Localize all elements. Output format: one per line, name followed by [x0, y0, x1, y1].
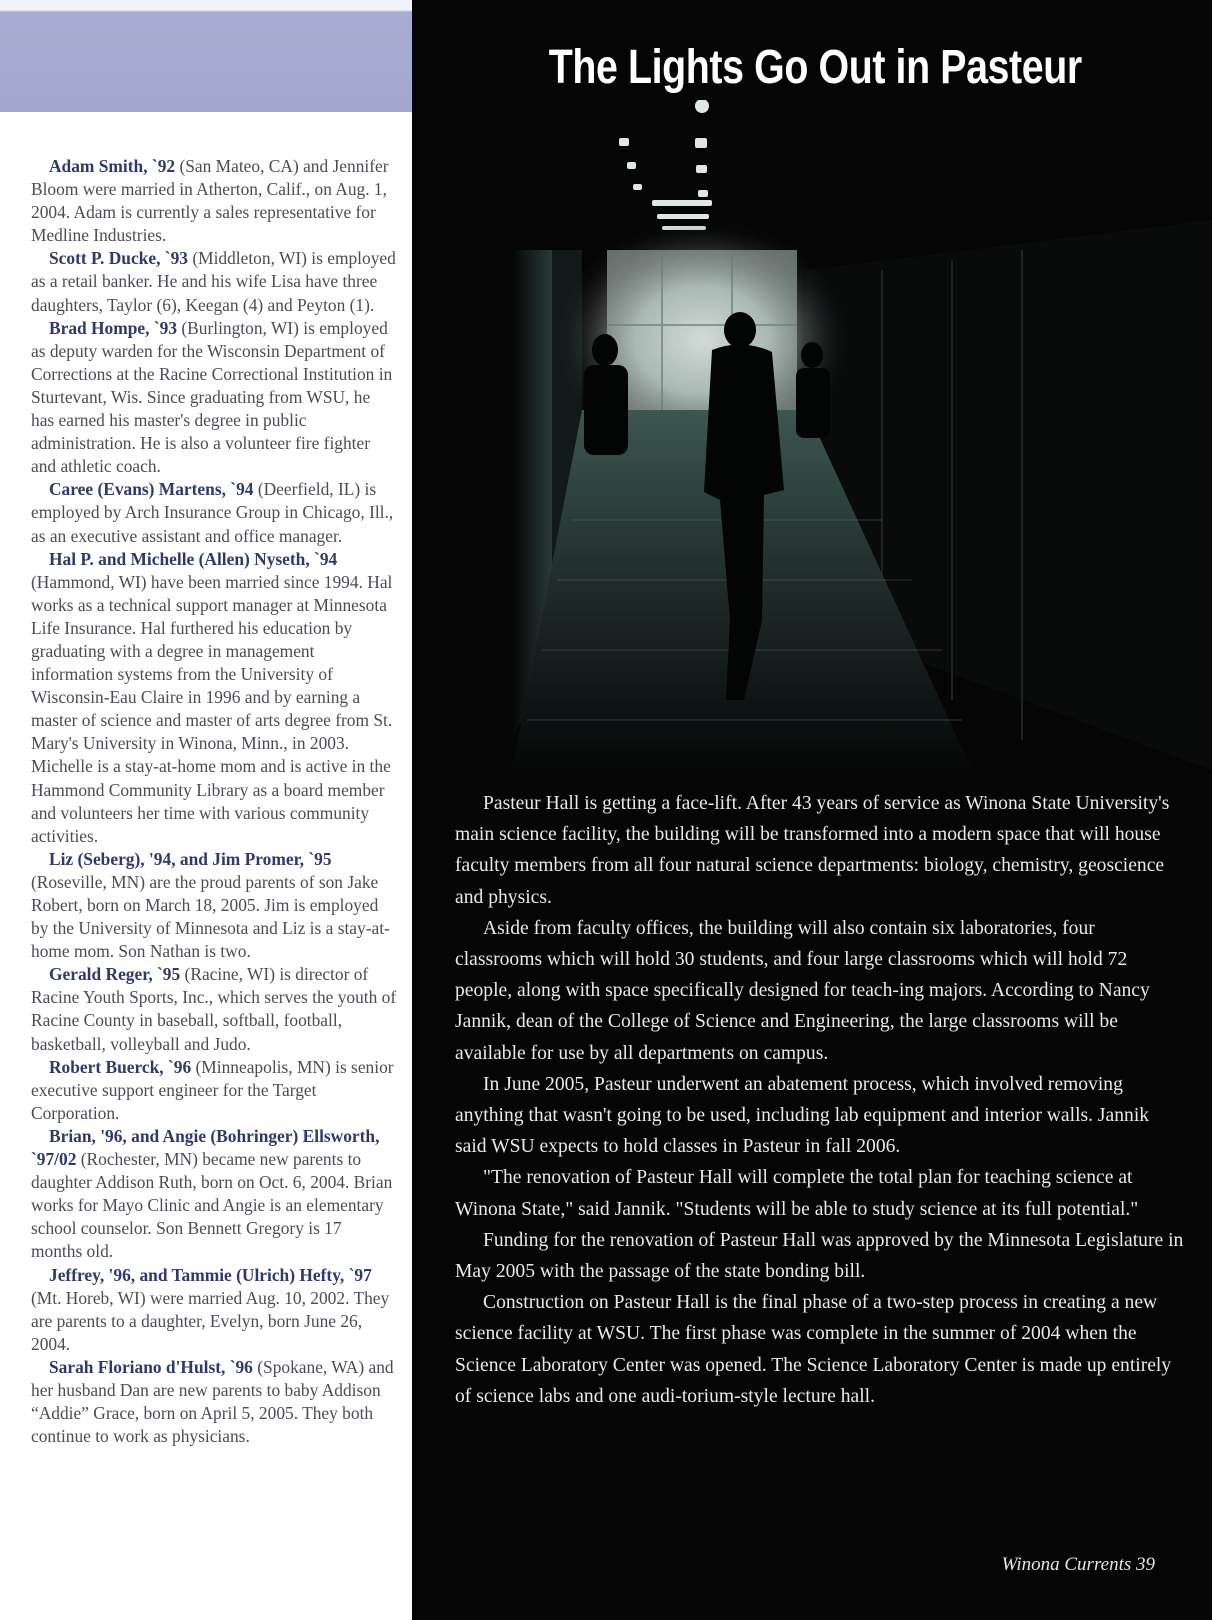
note-name: Hal P. and Michelle (Allen) Nyseth, `94: [49, 548, 338, 569]
hallway-photo: [412, 100, 1212, 770]
note-text: (Middleton, WI) is employed as a retail banker. He and his wife Lisa have three daughters, Taylor (6), Keegan (4) and Peyton (1).: [31, 248, 396, 315]
note-name: Brad Hompe, `93: [49, 317, 178, 338]
class-note: [31, 1056, 397, 1125]
article-paragraph: In June 2005, Pasteur underwent an abatement process, which involved removing anything that wasn't going to be used, including lab equipment and interior walls. Jannik said WSU expects to hold classes in Pasteur in fall 2006.: [455, 1073, 1150, 1158]
note-text: (Mt. Horeb, WI) were married Aug. 10, 2002. They are parents to a daughter, Evelyn, born June 26, 2004.: [31, 1287, 390, 1354]
note-text: (Hammond, WI) have been married since 1994. Hal works as a technical support manager at Minnesota Life Insurance. Hal furthered his education by graduating with a degree in management information systems from the University of Wisconsin-Eau Claire in 1996 and by earning a master of science and master of arts degree from St. Mary's University in Winona, Minn., in 2003. Michelle is a stay-at-home mom and is active in the Hammond Community Library as a board member and volunteers her time with various community activities.: [31, 571, 393, 846]
article-title: The Lights Go Out in Pasteur: [548, 41, 1082, 94]
note-text: (Spokane, WA) and her husband Dan are new parents to baby Addison “Addie” Grace, born on April 5, 2005. They both continue to work as physicians.: [31, 1356, 394, 1447]
class-notes-list: [31, 155, 397, 1448]
class-note: [31, 1264, 397, 1356]
class-note: [31, 478, 397, 547]
class-notes-column: [0, 0, 412, 1620]
class-note: [31, 963, 397, 1055]
note-name: Scott P. Ducke, `93: [49, 248, 188, 269]
note-name: Liz (Seberg), '94, and Jim Promer, `95: [49, 848, 332, 869]
class-note: [31, 848, 397, 963]
note-name: Sarah Floriano d'Hulst, `96: [49, 1356, 253, 1377]
header-band: [0, 0, 412, 112]
class-note: [31, 1125, 397, 1264]
article-paragraph: Pasteur Hall is getting a face-lift. After 43 years of service as Winona State University's main science facility, the building will be transformed into a modern space that will house faculty members from all four natural science departments: biology, chemistry, geoscience and physics.: [455, 793, 1170, 908]
note-name: Caree (Evans) Martens, `94: [49, 479, 254, 500]
article-paragraph: Funding for the renovation of Pasteur Hall was approved by the Minnesota Legislature in May 2005 with the passage of the state bonding bill.: [455, 1229, 1184, 1283]
class-note: [31, 1356, 397, 1448]
note-text: (Roseville, MN) are the proud parents of son Jake Robert, born on March 18, 2005. Jim is employed by the University of Minnesota and Liz is a stay-at-home mom. Son Nathan is two.: [31, 871, 390, 962]
page-footer: Winona Currents 39: [1001, 1554, 1155, 1575]
note-text: (Deerfield, IL) is employed by Arch Insurance Group in Chicago, Ill., as an executive assistant and office manager.: [31, 479, 394, 546]
note-name: Adam Smith, `92: [49, 156, 176, 176]
class-note: [31, 548, 397, 848]
article-paragraph: Construction on Pasteur Hall is the final phase of a two-step process in creating a new science facility at WSU. The first phase was complete in the summer of 2004 when the Science Laboratory Center was opened. The Science Laboratory Center is made up entirely of science labs and one audi-torium-style lecture hall.: [455, 1292, 1172, 1407]
note-name: Robert Buerck, `96: [49, 1056, 192, 1077]
note-text: (Burlington, WI) is employed as deputy warden for the Wisconsin Department of Corrections at the Racine Correctional Institution in Sturtevant, Wis. Since graduating from WSU, he has earned his master's degree in public administration. He is also a volunteer fire fighter and athletic coach.: [31, 317, 393, 477]
class-note: [31, 317, 397, 479]
class-note: [31, 155, 397, 247]
note-text: (San Mateo, CA) and Jennifer Bloom were married in Atherton, Calif., on Aug. 1, 2004. Adam is currently a sales representative for Medline Industries.: [31, 156, 389, 246]
note-text: (Rochester, MN) became new parents to daughter Addison Ruth, born on Oct. 6, 2004. Brian works for Mayo Clinic and Angie is an elementary school counselor. Son Bennett Gregory is 17 months old.: [31, 1149, 393, 1262]
article-paragraph: Aside from faculty offices, the building will also contain six laboratories, four classrooms which will hold 30 students, and four large classrooms which will hold 72 people, along with space specifically designed for teach-ing majors. According to Nancy Jannik, dean of the College of Science and Engineering, the large classrooms will be available for use by all departments on campus.: [455, 917, 1150, 1064]
note-name: Brian, '96, and Angie (Bohringer) Ellsworth, `97/02: [31, 1125, 380, 1170]
article-body: [455, 788, 1185, 1412]
note-text: (Minneapolis, MN) is senior executive support engineer for the Target Corporation.: [31, 1056, 394, 1123]
feature-article-column: [412, 0, 1212, 1620]
class-note: [31, 247, 397, 316]
note-name: Jeffrey, '96, and Tammie (Ulrich) Hefty, `97: [49, 1264, 372, 1285]
note-name: Gerald Reger, `95: [49, 964, 181, 985]
article-paragraph: "The renovation of Pasteur Hall will complete the total plan for teaching science at Winona State," said Jannik. "Students will be able to study science at its full potential.": [455, 1167, 1139, 1220]
note-text: (Racine, WI) is director of Racine Youth Sports, Inc., which serves the youth of Racine County in baseball, softball, football, basketball, volleyball and Judo.: [31, 964, 397, 1054]
